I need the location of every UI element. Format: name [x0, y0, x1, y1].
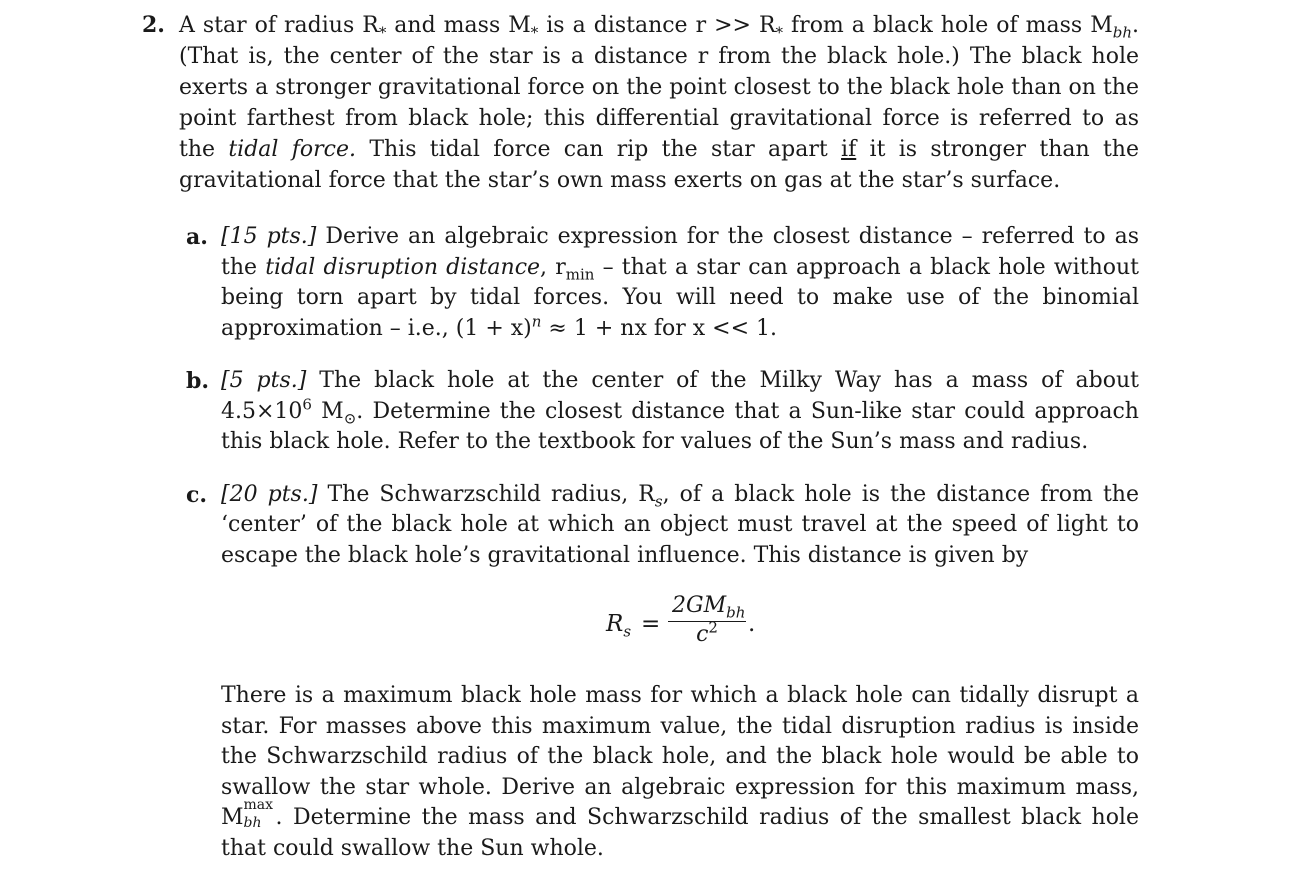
problem-intro: A star of radius $R_*$ and mass $M_*$ is a distance $r >> R_*$ from a black hole of mass $M_{bh}$. (That is, the center of the star is a distance r from the black hole.) The black hole exerts a stronger gravitational force on the point closest to the black hole than on the point farthest from black hole; this differential gravitational force is referred to as the tidal force. This tidal force can rip the star apart if it is stronger than the gravitational force that the star’s own mass exerts on gas at the star’s surface.	[179, 13, 1139, 193]
problem-parts	[186, 222, 1141, 886]
part-label: c.	[186, 481, 208, 508]
part-body: [5 pts.] The black hole at the center of the Milky Way has a mass of about $4.5\times 10^6$ $M_⊙$. Determine the closest distance that a Sun-like star could approach this black hole. Refer to the textbook for values of the Sun’s mass and radius.	[221, 368, 1139, 454]
points: [15 pts.]	[221, 224, 317, 249]
points: [20 pts.]	[221, 481, 318, 507]
part-body: [20 pts.] The Schwarzschild radius, $R_s$, of a black hole is the distance from the ‘center’ of the black hole at which an object must travel at the speed of light to escape the black hole’s gravitational influence. This distance is given by $R_s$ = $2GM_{bh}$ $c^2$ . There is a maximum black hole mass for which a black hole can tidally disrupt a star. For masses above this maximum value, the tidal disruption radius is inside the Schwarzschild radius of the black hole, and the black hole would be able to swallow the star whole. Derive an algebraic expression for this maximum mass, M max bh . Determine the mass and Schwarzschild radius of the smallest black hole that could swallow the Sun whole.	[221, 481, 1140, 861]
equation-lhs: $R_s$	[606, 611, 632, 641]
part-c	[186, 480, 1141, 865]
part-label: b.	[186, 368, 210, 394]
part-label: a.	[186, 224, 208, 250]
equation-period: .	[748, 611, 756, 637]
part-a	[186, 222, 1141, 344]
underlined-if: if	[841, 137, 857, 162]
problem-2	[142, 10, 1142, 196]
schwarzschild-equation	[221, 593, 1139, 653]
fraction-numerator: $2GM_{bh}$	[668, 593, 746, 622]
equals-sign: =	[641, 611, 661, 637]
fraction-denominator: $c^2$	[696, 618, 718, 647]
equation-fraction	[668, 593, 746, 648]
points: [5 pts.]	[221, 368, 307, 393]
mbh-max-scripts: max bh	[243, 797, 274, 831]
part-body: [15 pts.] Derive an algebraic expression for the closest distance – referred to as the tidal disruption distance, $r_{min}$ – that a star can approach a black hole without being torn apart by tidal forces. You will need to make use of the binomial approximation – i.e., $(1 + x)^n \approx 1$ + nx for x << 1.	[221, 224, 1139, 341]
part-b	[186, 366, 1141, 458]
problem-number: 2.	[142, 12, 165, 38]
tidal-force-term: tidal force.	[228, 137, 357, 162]
